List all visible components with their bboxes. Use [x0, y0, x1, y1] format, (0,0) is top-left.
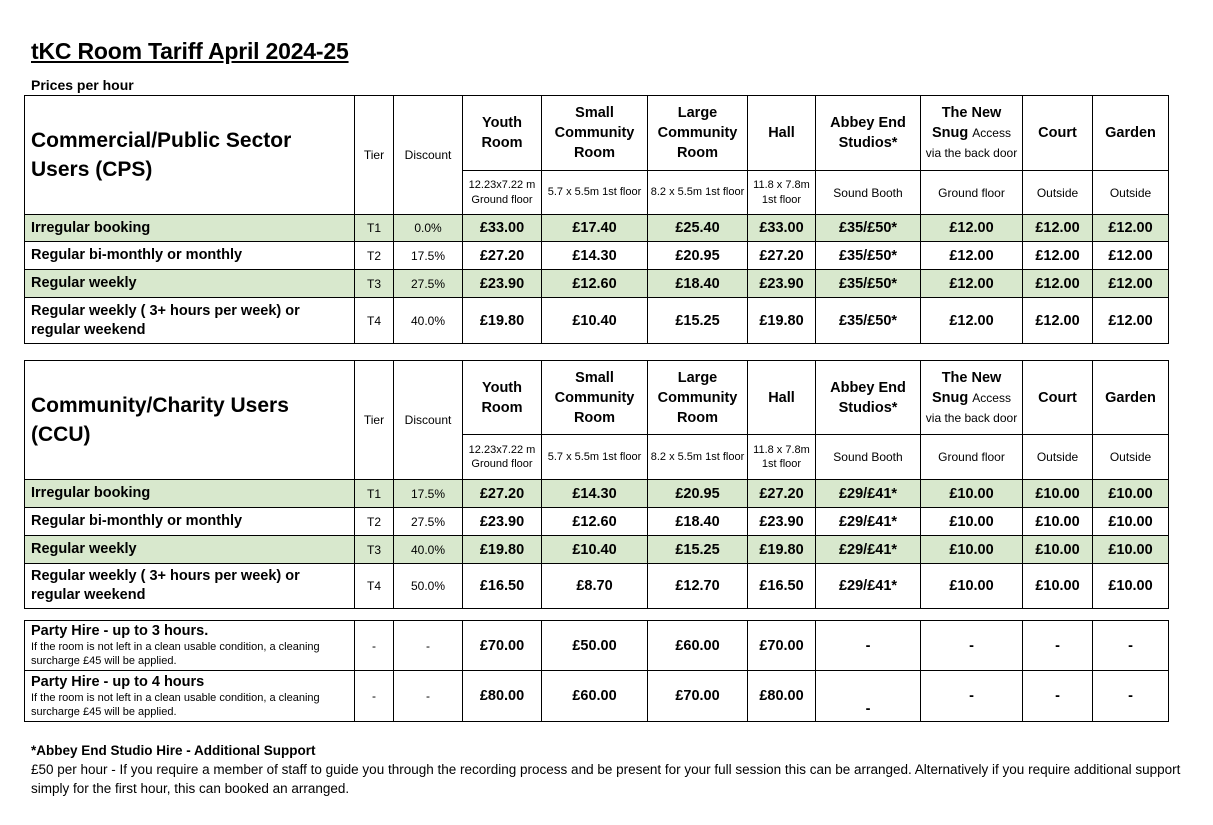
discount-cell: 17.5%	[394, 480, 463, 508]
price-cell: £70.00	[648, 671, 748, 722]
table-row	[25, 508, 1169, 536]
price-cell: £16.50	[463, 564, 542, 609]
new-snug-title: The New Snug	[932, 369, 1002, 406]
new-snug-note: Access via the back door	[925, 126, 1018, 160]
tier-header: Tier	[355, 96, 394, 215]
tier-cell: T3	[355, 270, 394, 298]
price-cell: -	[816, 621, 921, 671]
price-cell: £10.00	[1093, 508, 1169, 536]
garden-location: Outside	[1093, 171, 1169, 215]
party-hire-table	[24, 620, 1169, 722]
price-cell: £35/£50*	[816, 242, 921, 270]
new-snug-title: The New Snug	[932, 105, 1002, 141]
small-community-room-size: 5.7 x 5.5m 1st floor	[542, 435, 648, 480]
new-snug-header	[921, 96, 1023, 171]
tier-cell: T4	[355, 298, 394, 344]
table-row	[25, 270, 1169, 298]
page-title: tKC Room Tariff April 2024-25	[31, 38, 349, 64]
table-row	[25, 564, 1169, 609]
party-hire-label	[25, 621, 355, 671]
court-header: Court	[1023, 96, 1093, 171]
price-cell: £10.00	[921, 564, 1023, 609]
table-row	[25, 671, 1169, 722]
price-cell: £80.00	[463, 671, 542, 722]
small-community-room-size: 5.7 x 5.5m 1st floor	[542, 171, 648, 215]
price-cell: £33.00	[463, 215, 542, 242]
table-row	[25, 242, 1169, 270]
discount-cell: 27.5%	[394, 508, 463, 536]
large-community-room-header: Large Community Room	[648, 96, 748, 171]
row-label: Regular weekly ( 3+ hours per week) or regular weekend	[25, 298, 355, 344]
hall-header: Hall	[748, 96, 816, 171]
discount-cell: 0.0%	[394, 215, 463, 242]
row-label: Regular weekly	[25, 270, 355, 298]
price-cell: £10.00	[1023, 480, 1093, 508]
price-cell: -	[1093, 671, 1169, 722]
price-cell: £12.00	[1093, 215, 1169, 242]
price-cell: £10.40	[542, 536, 648, 564]
price-cell: £80.00	[748, 671, 816, 722]
price-cell: £70.00	[463, 621, 542, 671]
price-cell: £10.00	[921, 536, 1023, 564]
price-cell: £12.00	[1023, 242, 1093, 270]
abbey-end-studios-header: Abbey End Studios*	[816, 96, 921, 171]
price-cell: £14.30	[542, 242, 648, 270]
price-cell: £12.00	[1093, 298, 1169, 344]
price-cell: £35/£50*	[816, 298, 921, 344]
ccu-heading: Community/Charity Users (CCU)	[25, 361, 355, 480]
footnote-heading: *Abbey End Studio Hire - Additional Support	[31, 743, 316, 758]
price-cell: £27.20	[463, 480, 542, 508]
price-cell: -	[1023, 671, 1093, 722]
price-cell: £23.90	[748, 270, 816, 298]
price-cell: -	[816, 671, 921, 722]
price-cell: £19.80	[748, 298, 816, 344]
price-cell: £12.00	[921, 215, 1023, 242]
tier-header: Tier	[355, 361, 394, 480]
price-cell: £8.70	[542, 564, 648, 609]
discount-cell: -	[394, 621, 463, 671]
price-cell: £12.00	[1093, 242, 1169, 270]
price-cell: £10.00	[1023, 508, 1093, 536]
price-cell: -	[1023, 621, 1093, 671]
price-cell: -	[921, 621, 1023, 671]
price-cell: £35/£50*	[816, 215, 921, 242]
price-cell: £10.00	[1023, 564, 1093, 609]
price-cell: £12.60	[542, 270, 648, 298]
tier-cell: T2	[355, 508, 394, 536]
garden-location: Outside	[1093, 435, 1169, 480]
price-cell: £10.00	[1093, 564, 1169, 609]
price-cell: £19.80	[463, 536, 542, 564]
price-cell: £15.25	[648, 536, 748, 564]
price-cell: £12.70	[648, 564, 748, 609]
price-cell: -	[921, 671, 1023, 722]
party-hire-label	[25, 671, 355, 722]
large-community-room-size: 8.2 x 5.5m 1st floor	[648, 171, 748, 215]
price-cell: £12.00	[1023, 298, 1093, 344]
discount-cell: 17.5%	[394, 242, 463, 270]
youth-room-header: Youth Room	[463, 361, 542, 435]
price-cell: £20.95	[648, 480, 748, 508]
abbey-sound-booth: Sound Booth	[816, 435, 921, 480]
garden-header: Garden	[1093, 96, 1169, 171]
tier-cell: T3	[355, 536, 394, 564]
price-cell: £50.00	[542, 621, 648, 671]
price-cell: £12.00	[1093, 270, 1169, 298]
new-snug-header	[921, 361, 1023, 435]
row-label: Regular weekly ( 3+ hours per week) or regular weekend	[25, 564, 355, 609]
price-cell: £10.00	[921, 480, 1023, 508]
discount-cell: -	[394, 671, 463, 722]
hall-header: Hall	[748, 361, 816, 435]
price-cell: £29/£41*	[816, 536, 921, 564]
discount-header: Discount	[394, 96, 463, 215]
footnote-text: £50 per hour - If you require a member of staff to guide you through the recording process and be present for your full session this can be arranged. Alternatively if you require additional support simply for the first hour, this can booked an arranged.	[31, 762, 1181, 796]
garden-header: Garden	[1093, 361, 1169, 435]
price-cell: £19.80	[463, 298, 542, 344]
price-cell: £12.00	[921, 242, 1023, 270]
row-label: Irregular booking	[25, 215, 355, 242]
party-hire-title: Party Hire - up to 3 hours.	[31, 623, 209, 639]
tier-cell: T1	[355, 480, 394, 508]
small-community-room-header: Small Community Room	[542, 361, 648, 435]
table-row	[25, 215, 1169, 242]
price-cell: £18.40	[648, 270, 748, 298]
price-cell: £17.40	[542, 215, 648, 242]
cps-tariff-table	[24, 95, 1169, 344]
table-row	[25, 621, 1169, 671]
price-cell: -	[1093, 621, 1169, 671]
discount-cell: 27.5%	[394, 270, 463, 298]
snug-location: Ground floor	[921, 435, 1023, 480]
snug-location: Ground floor	[921, 171, 1023, 215]
row-label: Regular bi-monthly or monthly	[25, 508, 355, 536]
price-cell: £23.90	[463, 508, 542, 536]
price-cell: £29/£41*	[816, 508, 921, 536]
price-cell: £10.00	[1093, 480, 1169, 508]
price-cell: £16.50	[748, 564, 816, 609]
price-cell: £33.00	[748, 215, 816, 242]
row-label: Irregular booking	[25, 480, 355, 508]
tier-cell: T1	[355, 215, 394, 242]
price-cell: £70.00	[748, 621, 816, 671]
party-hire-title: Party Hire - up to 4 hours	[31, 673, 205, 690]
table-row	[25, 298, 1169, 344]
youth-room-header: Youth Room	[463, 96, 542, 171]
court-location: Outside	[1023, 171, 1093, 215]
price-cell: £19.80	[748, 536, 816, 564]
abbey-end-studios-header: Abbey End Studios*	[816, 361, 921, 435]
price-cell: £23.90	[463, 270, 542, 298]
court-location: Outside	[1023, 435, 1093, 480]
price-cell: £18.40	[648, 508, 748, 536]
price-cell: £12.60	[542, 508, 648, 536]
discount-cell: 50.0%	[394, 564, 463, 609]
price-cell: £60.00	[542, 671, 648, 722]
abbey-sound-booth: Sound Booth	[816, 171, 921, 215]
discount-cell: 40.0%	[394, 536, 463, 564]
price-cell: £10.00	[1023, 536, 1093, 564]
footnote	[31, 741, 1181, 798]
tier-cell: -	[355, 671, 394, 722]
price-cell: £35/£50*	[816, 270, 921, 298]
court-header: Court	[1023, 361, 1093, 435]
tier-cell: T2	[355, 242, 394, 270]
price-cell: £15.25	[648, 298, 748, 344]
price-cell: £10.00	[1093, 536, 1169, 564]
price-cell: £12.00	[921, 298, 1023, 344]
hall-size: 11.8 x 7.8m 1st floor	[748, 435, 816, 480]
price-cell: £12.00	[1023, 215, 1093, 242]
price-cell: £29/£41*	[816, 564, 921, 609]
small-community-room-header: Small Community Room	[542, 96, 648, 171]
large-community-room-header: Large Community Room	[648, 361, 748, 435]
discount-cell: 40.0%	[394, 298, 463, 344]
cps-heading: Commercial/Public Sector Users (CPS)	[25, 96, 355, 215]
page-subtitle: Prices per hour	[31, 77, 134, 93]
price-cell: £10.40	[542, 298, 648, 344]
price-cell: £29/£41*	[816, 480, 921, 508]
price-cell: £10.00	[921, 508, 1023, 536]
price-cell: £12.00	[921, 270, 1023, 298]
new-snug-note: Access via the back door	[925, 390, 1018, 425]
price-cell: £25.40	[648, 215, 748, 242]
price-cell: £14.30	[542, 480, 648, 508]
price-cell: £27.20	[748, 480, 816, 508]
youth-room-size: 12.23x7.22 m Ground floor	[463, 435, 542, 480]
table-row	[25, 536, 1169, 564]
row-label: Regular weekly	[25, 536, 355, 564]
ccu-tariff-table	[24, 360, 1169, 609]
price-cell: £23.90	[748, 508, 816, 536]
party-hire-note: If the room is not left in a clean usable condition, a cleaning surcharge £45 will be applied.	[31, 691, 320, 718]
party-hire-note: If the room is not left in a clean usable condition, a cleaning surcharge £45 will be applied.	[31, 641, 320, 667]
youth-room-size: 12.23x7.22 m Ground floor	[463, 171, 542, 215]
price-cell: £27.20	[463, 242, 542, 270]
table-row	[25, 480, 1169, 508]
large-community-room-size: 8.2 x 5.5m 1st floor	[648, 435, 748, 480]
price-cell: £20.95	[648, 242, 748, 270]
tier-cell: -	[355, 621, 394, 671]
row-label: Regular bi-monthly or monthly	[25, 242, 355, 270]
hall-size: 11.8 x 7.8m 1st floor	[748, 171, 816, 215]
price-cell: £12.00	[1023, 270, 1093, 298]
tier-cell: T4	[355, 564, 394, 609]
price-cell: £27.20	[748, 242, 816, 270]
price-cell: £60.00	[648, 621, 748, 671]
discount-header: Discount	[394, 361, 463, 480]
